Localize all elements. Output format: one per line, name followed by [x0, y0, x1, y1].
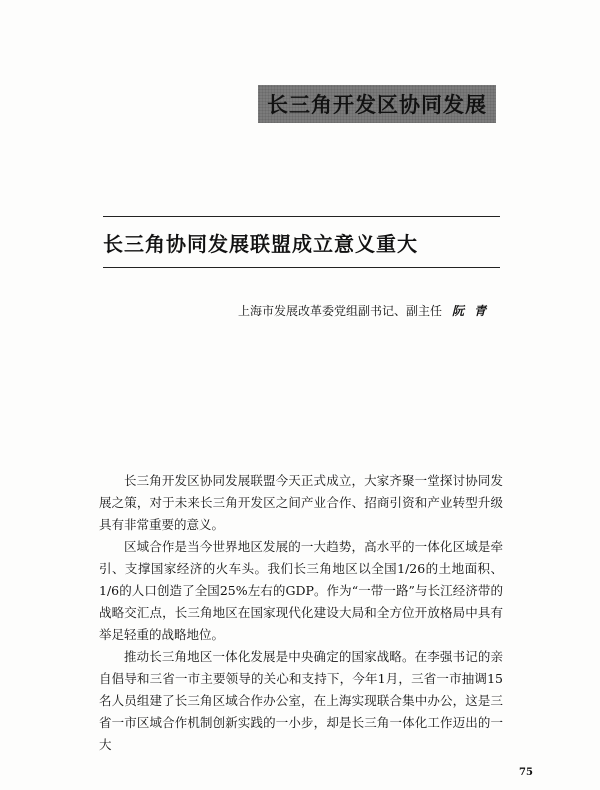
page-number: 75 [519, 767, 533, 778]
title-rule-bottom [103, 267, 500, 268]
byline [238, 302, 496, 319]
paragraph: 推动长三角地区一体化发展是中央确定的国家战略。在李强书记的亲自倡导和三省一市主要领导的关心和支持下，今年1月，三省一市抽调15名人员组建了长三角区域合作办公室，在上海实现联合集中办公，这是三省一市区域合作机制创新实践的一小步，却是长三角一体化工作迈出的一大 [99, 649, 503, 752]
article-body [99, 470, 503, 756]
section-banner [258, 85, 496, 123]
paragraph: 区域合作是当今世界地区发展的一大趋势，高水平的一体化区域是牵引、支撑国家经济的火车头。我们长三角地区以全国1/26的土地面积、1/6的人口创造了全国25%左右的GDP。作为“一带一路”与长江经济带的战略交汇点，长三角地区在国家现代化建设大局和全方位开放格局中具有举足轻重的战略地位。 [99, 539, 503, 642]
author-name: 阮青 [451, 304, 496, 318]
paragraph: 长三角开发区协同发展联盟今天正式成立，大家齐聚一堂探讨协同发展之策，对于未来长三角开发区之间产业合作、招商引资和产业转型升级具有非常重要的意义。 [99, 473, 503, 532]
title-rule-top [103, 216, 500, 217]
article-title: 长三角协同发展联盟成立意义重大 [103, 232, 418, 256]
section-title: 长三角开发区协同发展 [267, 93, 487, 117]
author-position: 上海市发展改革委党组副书记、副主任 [237, 304, 442, 318]
